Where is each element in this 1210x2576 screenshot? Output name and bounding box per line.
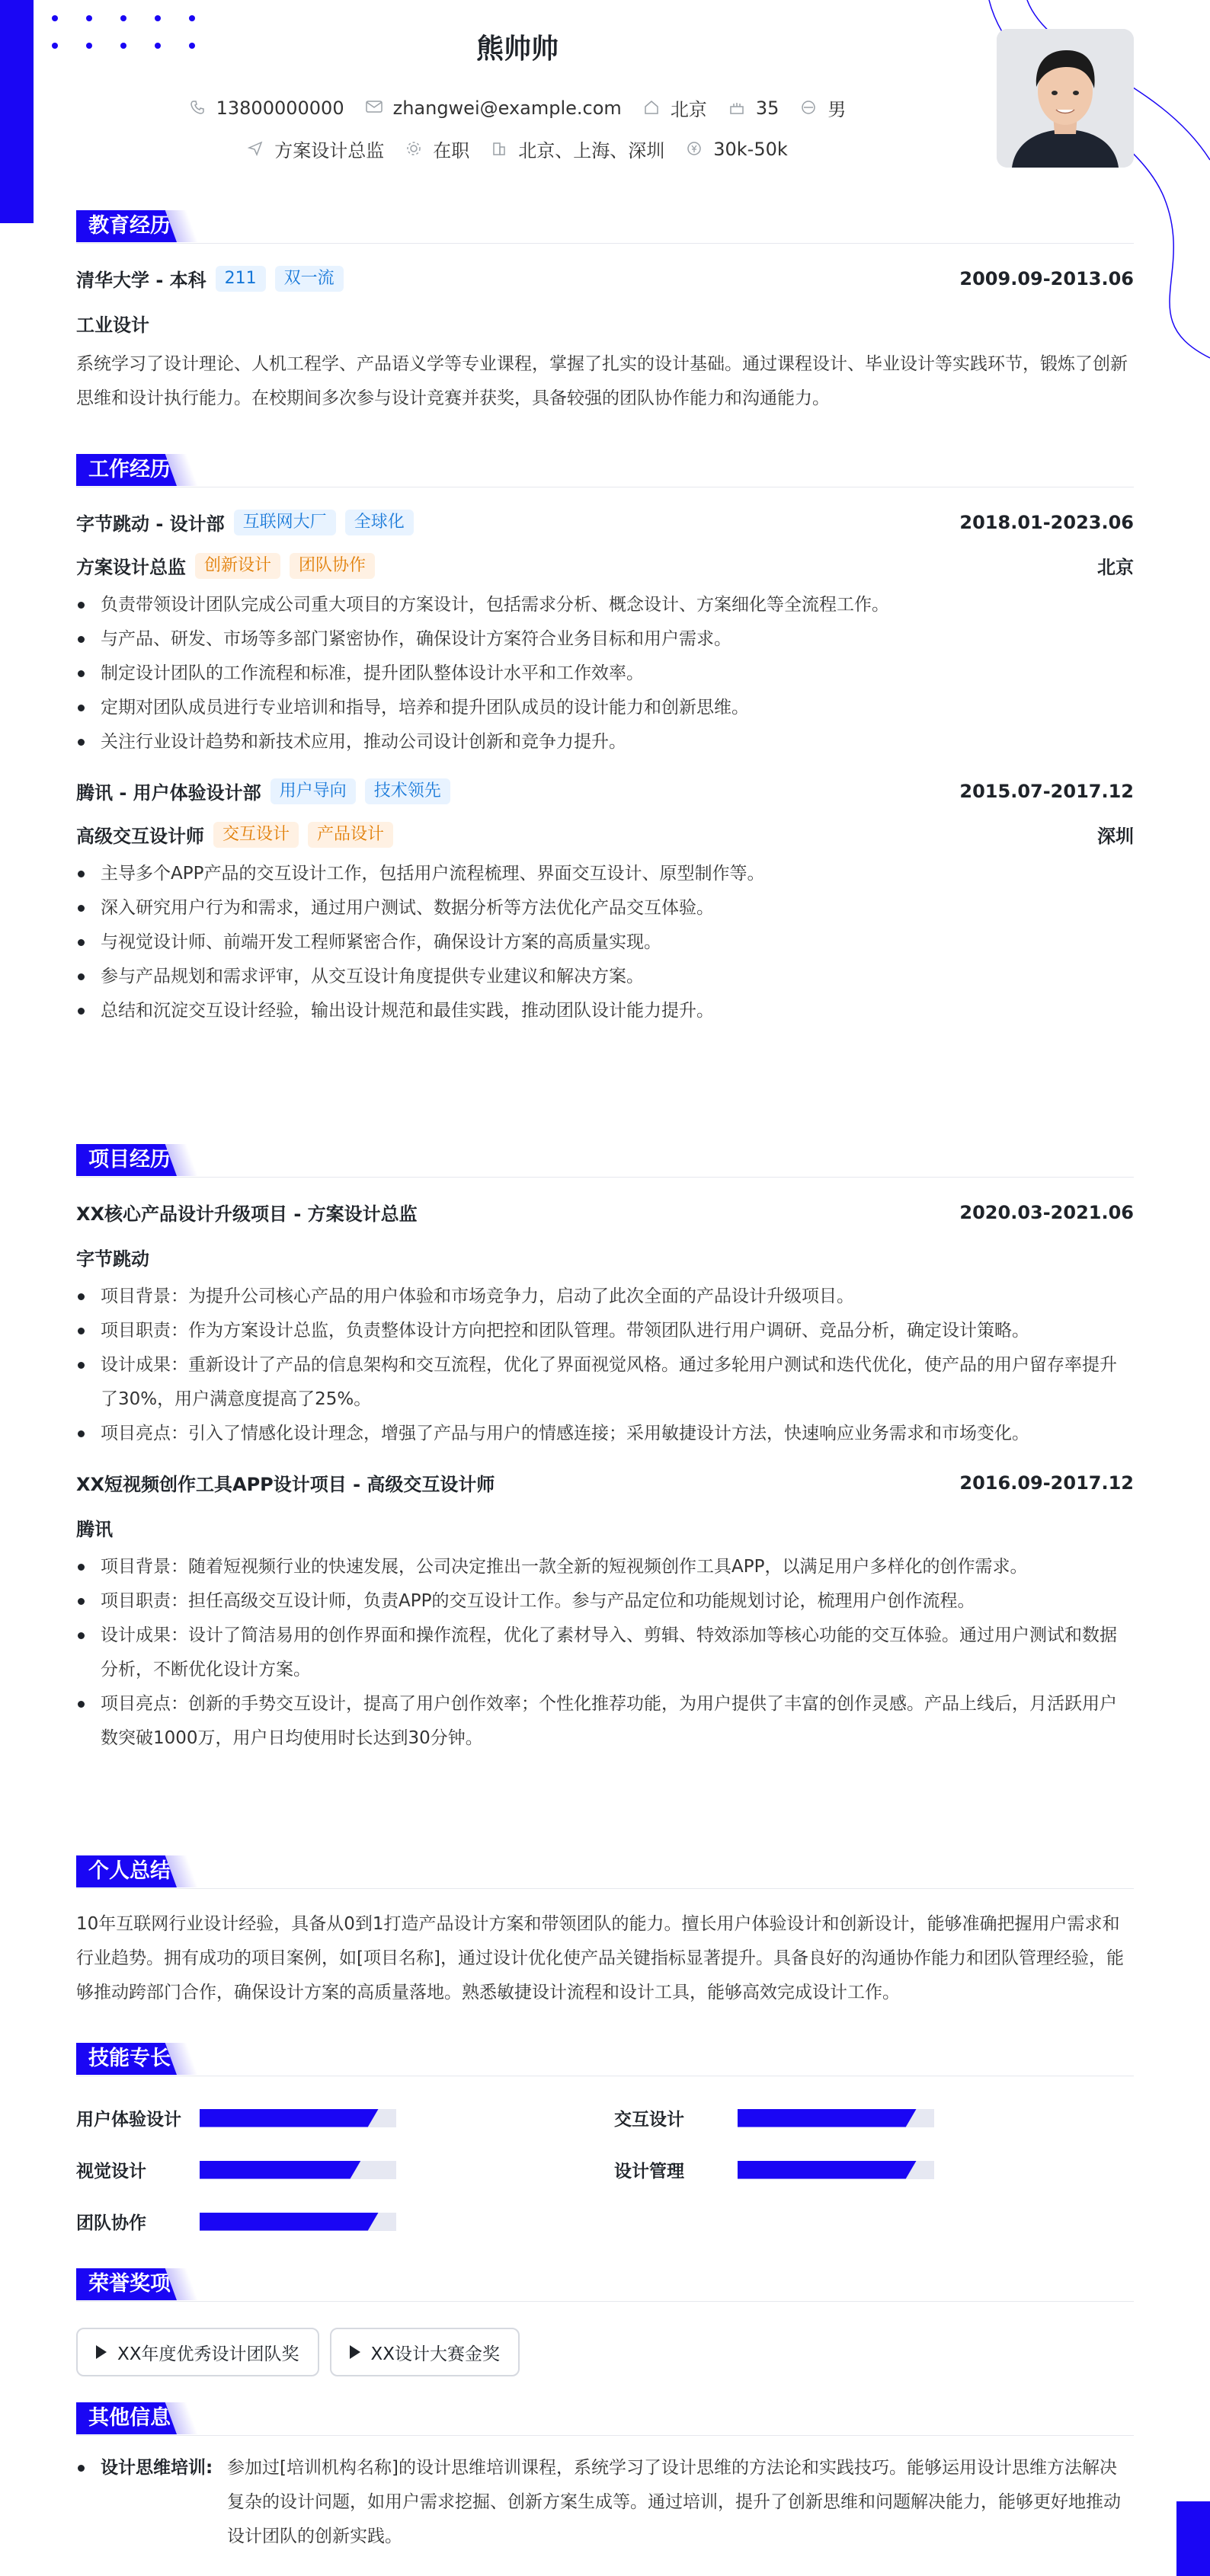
contact-row bbox=[0, 94, 1035, 121]
target-cities-item bbox=[491, 136, 664, 162]
skill-bar bbox=[200, 2213, 396, 2231]
skill-name: 视觉设计 bbox=[76, 2162, 146, 2181]
skills-title: 技能专长 bbox=[76, 2043, 183, 2075]
role-tag: 创新设计 bbox=[195, 553, 280, 579]
company-tag: 技术领先 bbox=[365, 778, 450, 804]
role-tag: 交互设计 bbox=[213, 822, 299, 848]
project-details bbox=[76, 1280, 1134, 1451]
project-header-row bbox=[76, 1199, 1134, 1226]
mail-icon bbox=[366, 100, 383, 117]
job-role: 高级交互设计师 bbox=[76, 826, 204, 847]
gear-icon bbox=[405, 141, 422, 158]
project-details bbox=[76, 1550, 1134, 1756]
education-description: 系统学习了设计理论、人机工程学、产品语义学等专业课程，掌握了扎实的设计基础。通过课程设计、毕业设计等实践环节，锻炼了创新思维和设计执行能力。在校期间多次参与设计竞赛并获奖，具备较强的团队协作能力和沟通能力。 bbox=[76, 354, 1128, 408]
school-tag: 双一流 bbox=[275, 266, 344, 292]
award-chip bbox=[76, 2328, 319, 2376]
list-item: 主导多个APP产品的交互设计工作，包括用户流程梳理、界面交互设计、原型制作等。 bbox=[76, 857, 1134, 891]
status-text: 在职 bbox=[433, 140, 470, 161]
salary-item bbox=[686, 139, 788, 160]
project-header-row bbox=[76, 1469, 1134, 1496]
list-item: 定期对团队成员进行专业培训和指导，培养和提升团队成员的设计能力和创新思维。 bbox=[76, 691, 1134, 725]
list-item: 设计成果：设计了简洁易用的创作界面和操作流程，优化了素材导入、剪辑、特效添加等核心功能的交互体验。通过用户测试和数据分析，不断优化设计方案。 bbox=[76, 1619, 1134, 1687]
school-name: 清华大学 - 本科 bbox=[76, 270, 206, 291]
age-item bbox=[728, 97, 779, 119]
company-tag: 全球化 bbox=[345, 510, 414, 535]
job-date: 2015.07-2017.12 bbox=[959, 780, 1134, 802]
skills-section bbox=[76, 2043, 1134, 2241]
skill-bar-fill bbox=[200, 2213, 379, 2231]
awards-section bbox=[76, 2268, 1134, 2376]
section-divider bbox=[76, 243, 1134, 244]
section-title bbox=[76, 1144, 1134, 1178]
phone-icon bbox=[189, 100, 206, 117]
decorative-corner-block bbox=[1176, 2501, 1210, 2576]
education-title: 教育经历 bbox=[76, 210, 183, 242]
skill-bar-fill bbox=[200, 2109, 379, 2127]
job-company: 字节跳动 - 设计部 bbox=[76, 513, 225, 535]
summary-text: 10年互联网行业设计经验，具备从0到1打造产品设计方案和带领团队的能力。擅长用户体验设计和创新设计，能够准确把握用户需求和行业趋势。拥有成功的项目案例，如[项目名称]，通过设计优化使产品关键指标显著提升。具备良好的沟通协作能力和团队管理经验，能够推动跨部门合作，确保设计方案的高质量落地。熟悉敏捷设计流程和设计工具，能够高效完成设计工作。 bbox=[76, 1914, 1124, 2002]
phone-item bbox=[189, 97, 344, 119]
award-chip bbox=[330, 2328, 520, 2376]
status-item bbox=[405, 136, 469, 162]
skill-item bbox=[76, 2157, 396, 2182]
project-entry bbox=[76, 1199, 1134, 1451]
section-title bbox=[76, 2402, 1134, 2436]
skill-name: 用户体验设计 bbox=[76, 2110, 181, 2130]
project-entry bbox=[76, 1469, 1134, 1756]
awards-title: 荣誉奖项 bbox=[76, 2268, 183, 2300]
home-icon bbox=[643, 100, 660, 117]
job-company: 腾讯 - 用户体验设计部 bbox=[76, 782, 261, 804]
summary-section bbox=[76, 1855, 1134, 2010]
award-label: XX年度优秀设计团队奖 bbox=[117, 2344, 299, 2364]
other-item bbox=[76, 2451, 1134, 2554]
position-item bbox=[247, 136, 384, 162]
other-title: 其他信息 bbox=[76, 2402, 183, 2434]
education-section bbox=[76, 210, 1134, 416]
section-divider bbox=[76, 1888, 1134, 1889]
list-item: 项目背景：为提升公司核心产品的用户体验和市场竞争力，启动了此次全面的产品设计升级项目。 bbox=[76, 1280, 1134, 1314]
candidate-name: 熊帅帅 bbox=[475, 34, 559, 65]
job-intent-row bbox=[0, 136, 1035, 162]
age-text: 35 bbox=[755, 97, 779, 119]
list-item: 项目职责：担任高级交互设计师，负责APP的交互设计工作。参与产品定位和功能规划讨论，梳理用户创作流程。 bbox=[76, 1584, 1134, 1619]
job-location: 深圳 bbox=[1097, 826, 1134, 847]
position-text: 方案设计总监 bbox=[274, 140, 385, 161]
other-label: 设计思维培训: bbox=[101, 2458, 213, 2478]
skill-name: 交互设计 bbox=[614, 2110, 684, 2130]
avatar bbox=[997, 29, 1134, 168]
skill-bar-fill bbox=[200, 2161, 361, 2179]
city-item bbox=[643, 94, 707, 121]
education-header-row bbox=[76, 265, 1134, 292]
phone-text: 13800000000 bbox=[216, 97, 344, 119]
target-cities-text: 北京、上海、深圳 bbox=[518, 140, 665, 161]
project-name: XX核心产品设计升级项目 - 方案设计总监 bbox=[76, 1203, 418, 1225]
work-section bbox=[76, 454, 1134, 1028]
skill-bar bbox=[738, 2161, 934, 2179]
city-text: 北京 bbox=[670, 99, 707, 120]
skill-bar-fill bbox=[738, 2109, 917, 2127]
list-item: 负责带领设计团队完成公司重大项目的方案设计，包括需求分析、概念设计、方案细化等全流程工作。 bbox=[76, 588, 1134, 622]
job-header-row bbox=[76, 778, 1134, 804]
list-item: 总结和沉淀交互设计经验，输出设计规范和最佳实践，推动团队设计能力提升。 bbox=[76, 994, 1134, 1028]
section-divider bbox=[76, 1177, 1134, 1178]
list-item: 制定设计团队的工作流程和标准，提升团队整体设计水平和工作效率。 bbox=[76, 657, 1134, 691]
education-date: 2009.09-2013.06 bbox=[959, 267, 1134, 289]
list-item: 深入研究用户行为和需求，通过用户测试、数据分析等方法优化产品交互体验。 bbox=[76, 891, 1134, 925]
section-title bbox=[76, 1855, 1134, 1889]
skill-item bbox=[76, 2105, 396, 2130]
section-title bbox=[76, 2268, 1134, 2302]
projects-title: 项目经历 bbox=[76, 1144, 183, 1176]
job-role-row bbox=[76, 552, 1134, 579]
skill-bar bbox=[200, 2109, 396, 2127]
project-company: 字节跳动 bbox=[76, 1248, 149, 1270]
project-name: XX短视频创作工具APP设计项目 - 高级交互设计师 bbox=[76, 1474, 495, 1495]
job-header-row bbox=[76, 509, 1134, 535]
salary-text: 30k-50k bbox=[713, 138, 788, 160]
skill-bar bbox=[738, 2109, 934, 2127]
job-location: 北京 bbox=[1097, 557, 1134, 578]
project-date: 2020.03-2021.06 bbox=[959, 1201, 1134, 1223]
skill-item bbox=[614, 2105, 934, 2130]
list-item: 关注行业设计趋势和新技术应用，推动公司设计创新和竞争力提升。 bbox=[76, 725, 1134, 759]
send-icon bbox=[247, 141, 264, 158]
other-section bbox=[76, 2402, 1134, 2554]
list-item: 设计成果：重新设计了产品的信息架构和交互流程，优化了界面视觉风格。通过多轮用户测试和迭代优化，使产品的用户留存率提升了30%，用户满意度提高了25%。 bbox=[76, 1348, 1134, 1417]
gender-item bbox=[800, 94, 846, 121]
job-entry bbox=[76, 509, 1134, 759]
section-title bbox=[76, 2043, 1134, 2076]
list-item: 与产品、研发、市场等多部门紧密协作，确保设计方案符合业务目标和用户需求。 bbox=[76, 622, 1134, 657]
job-role: 方案设计总监 bbox=[76, 557, 186, 578]
job-duties bbox=[76, 588, 1134, 759]
role-tag: 产品设计 bbox=[308, 822, 393, 848]
play-icon bbox=[350, 2345, 360, 2359]
bullet-dot bbox=[78, 2465, 85, 2472]
skill-item bbox=[614, 2157, 934, 2182]
section-divider bbox=[76, 2301, 1134, 2302]
award-label: XX设计大赛金奖 bbox=[370, 2344, 501, 2364]
company-tag: 用户导向 bbox=[270, 778, 356, 804]
list-item: 项目亮点：引入了情感化设计理念，增强了产品与用户的情感连接；采用敏捷设计方法，快速响应业务需求和市场变化。 bbox=[76, 1417, 1134, 1451]
list-item: 与视觉设计师、前端开发工程师紧密合作，确保设计方案的高质量实现。 bbox=[76, 925, 1134, 960]
project-date: 2016.09-2017.12 bbox=[959, 1472, 1134, 1494]
skill-name: 设计管理 bbox=[614, 2162, 684, 2181]
role-tag: 团队协作 bbox=[290, 553, 375, 579]
list-item: 参与产品规划和需求评审，从交互设计角度提供专业建议和解决方案。 bbox=[76, 960, 1134, 994]
money-icon bbox=[686, 141, 703, 158]
section-title bbox=[76, 454, 1134, 487]
major: 工业设计 bbox=[76, 315, 149, 336]
skill-name: 团队协作 bbox=[76, 2213, 146, 2233]
job-date: 2018.01-2023.06 bbox=[959, 511, 1134, 533]
school-tag: 211 bbox=[216, 266, 266, 292]
job-duties bbox=[76, 857, 1134, 1028]
gender-text: 男 bbox=[827, 99, 847, 120]
summary-title: 个人总结 bbox=[76, 1855, 183, 1887]
other-text: 参加过[培训机构名称]的设计思维培训课程，系统学习了设计思维的方法论和实践技巧。能够运用设计思维方法解决复杂的设计问题，如用户需求挖掘、创新方案生成等。通过培训，提升了创新思维和问题解决能力，能够更好地推动设计团队的创新实践。 bbox=[227, 2458, 1121, 2546]
skill-bar-fill bbox=[738, 2161, 917, 2179]
project-company: 腾讯 bbox=[76, 1519, 113, 1540]
gender-icon bbox=[800, 100, 817, 117]
work-title: 工作经历 bbox=[76, 454, 183, 486]
resume-header bbox=[0, 0, 1210, 183]
cake-icon bbox=[728, 100, 745, 117]
section-divider bbox=[76, 2435, 1134, 2436]
list-item: 项目亮点：创新的手势交互设计，提高了用户创作效率；个性化推荐功能，为用户提供了丰富的创作灵感。产品上线后，月活跃用户数突破1000万，用户日均使用时长达到30分钟。 bbox=[76, 1687, 1134, 1756]
awards-list bbox=[76, 2328, 1134, 2376]
job-role-row bbox=[76, 821, 1134, 848]
list-item: 项目职责：作为方案设计总监，负责整体设计方向把控和团队管理。带领团队进行用户调研、竞品分析，确定设计策略。 bbox=[76, 1314, 1134, 1348]
projects-section bbox=[76, 1144, 1134, 1756]
building-icon bbox=[491, 141, 507, 158]
list-item: 项目背景：随着短视频行业的快速发展，公司决定推出一款全新的短视频创作工具APP，以满足用户多样化的创作需求。 bbox=[76, 1550, 1134, 1584]
skill-item bbox=[76, 2209, 396, 2234]
skill-bar bbox=[200, 2161, 396, 2179]
section-title bbox=[76, 210, 1134, 244]
email-text: zhangwei@example.com bbox=[392, 97, 622, 119]
job-entry bbox=[76, 778, 1134, 1028]
email-item bbox=[366, 97, 622, 119]
company-tag: 互联网大厂 bbox=[234, 510, 336, 535]
play-icon bbox=[96, 2345, 107, 2359]
